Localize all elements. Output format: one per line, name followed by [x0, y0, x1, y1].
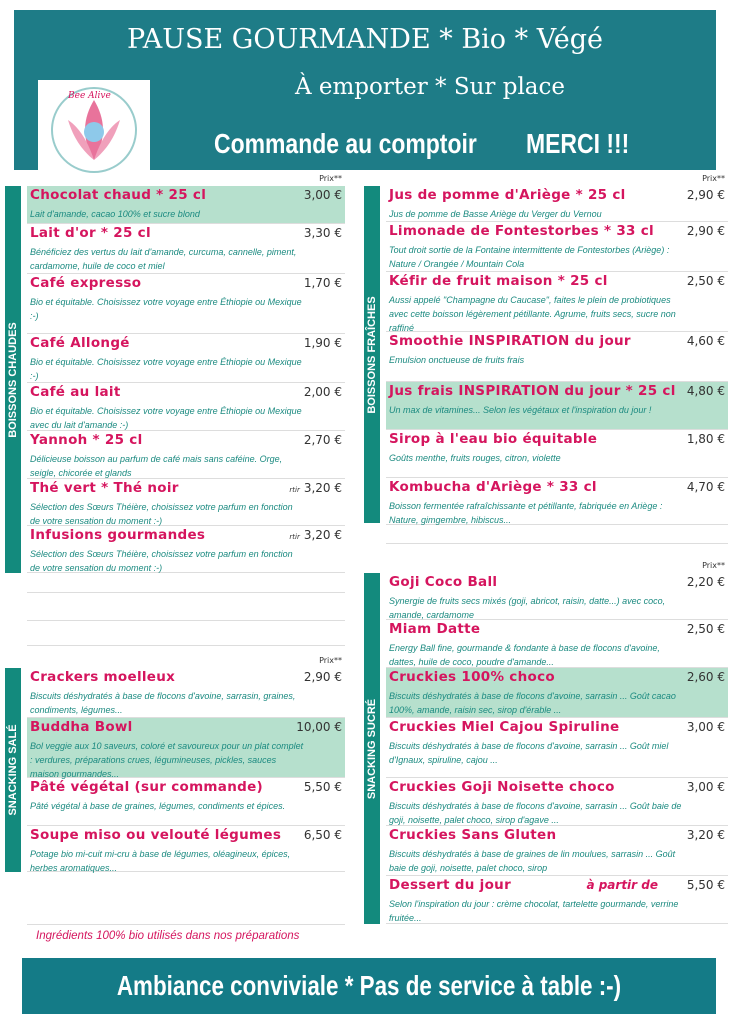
- menu-item: [27, 334, 345, 383]
- item-price: [296, 720, 342, 734]
- menu-item: [386, 272, 728, 332]
- price-value: 2,90 €: [686, 188, 725, 202]
- menu-item: [386, 876, 728, 924]
- item-title: Dessert du jour: [389, 877, 512, 893]
- menu-item: [386, 573, 728, 620]
- divider: [27, 924, 345, 925]
- item-title: Café au lait: [30, 384, 121, 400]
- item-title: Cruckies Goji Noisette choco: [389, 779, 615, 795]
- item-title: Sirop à l'eau bio équitable: [389, 431, 598, 447]
- page-title: PAUSE GOURMANDE * Bio * Végé: [127, 24, 603, 55]
- item-title: Miam Datte: [389, 621, 481, 637]
- menu-item: [27, 224, 345, 274]
- price-value: 2,00 €: [303, 385, 342, 399]
- menu-item: [27, 274, 345, 334]
- item-title: Cruckies Miel Cajou Spiruline: [389, 719, 620, 735]
- price-value: 3,30 €: [303, 226, 342, 240]
- price-value: 3,00 €: [303, 188, 342, 202]
- price-value: 2,70 €: [303, 433, 342, 447]
- section-label-bar: [364, 186, 380, 523]
- item-price: [304, 780, 342, 794]
- item-description: Boisson fermentée rafraîchissante et pétillante, fabriquée en Ariège : Nature, gimgembre, hibiscus...: [389, 501, 663, 525]
- menu-item: [27, 526, 345, 573]
- menu-item: [386, 620, 728, 668]
- item-unit: rtir: [289, 533, 300, 541]
- price-value: 1,70 €: [303, 276, 342, 290]
- menu-item: [386, 222, 728, 272]
- item-price: [687, 334, 725, 348]
- price-value: 5,50 €: [686, 878, 725, 892]
- price-value: 5,50 €: [303, 780, 342, 794]
- item-title: Goji Coco Ball: [389, 574, 498, 590]
- menu-item: [27, 826, 345, 872]
- menu-item: [27, 383, 345, 431]
- item-price: [687, 224, 725, 238]
- item-description: Biscuits déshydratés à base de flocons d'avoine, sarrasin ... Goût miel d'Ignaux, spiruline, cajou ...: [389, 741, 669, 765]
- menu-item: [27, 778, 345, 826]
- section-label-bar: [5, 186, 21, 573]
- item-price: [687, 878, 725, 892]
- section-label-bar: [364, 573, 380, 924]
- item-title: Kéfir de fruit maison * 25 cl: [389, 273, 608, 289]
- footer-text: Ambiance conviviale * Pas de service à table :-): [116, 970, 622, 1001]
- item-title: Cruckies 100% choco: [389, 669, 555, 685]
- item-description: Bio et équitable. Choisissez votre voyage entre Éthiopie ou Mexique avec du lait d'amande :-): [30, 406, 302, 430]
- item-description: Biscuits déshydratés à base de flocons d'avoine, sarrasin ... Goût cacao 100%, amande, raisin sec, sirop d'érable ...: [389, 691, 676, 715]
- menu-item: [386, 668, 728, 718]
- item-title: Lait d'or * 25 cl: [30, 225, 151, 241]
- price-header: Prix**: [702, 561, 725, 570]
- item-title: Jus de pomme d'Ariège * 25 cl: [389, 187, 626, 203]
- menu-item: [386, 778, 728, 826]
- menu-item: [27, 668, 345, 718]
- item-price-note: à partir de: [586, 878, 658, 892]
- item-title: Infusions gourmandes: [30, 527, 206, 543]
- item-title: Buddha Bowl: [30, 719, 133, 735]
- item-description: Pâté végétal à base de graines, légumes, condiments et épices.: [30, 801, 286, 811]
- item-description: Energy Ball fine, gourmande & fondante à base de flocons d'avoine, dattes, huile de coco, poudre d'amande...: [389, 643, 660, 667]
- divider: [27, 592, 345, 593]
- item-price: [687, 720, 725, 734]
- price-value: 6,50 €: [303, 828, 342, 842]
- item-price: [304, 385, 342, 399]
- order-note: Commande au comptoir MERCI !!!: [214, 128, 630, 159]
- svg-text:Bee Alive: Bee Alive: [68, 91, 111, 101]
- item-description: Goûts menthe, fruits rouges, citron, violette: [389, 453, 561, 463]
- logo: [38, 80, 150, 176]
- divider: [386, 543, 728, 544]
- price-value: 2,60 €: [686, 670, 725, 684]
- section-label: SNACKING SALÉ: [7, 724, 19, 816]
- item-description: Selon l'inspiration du jour : crème chocolat, tartelette gourmande, verrine fruitée...: [389, 899, 679, 923]
- item-title: Café Allongé: [30, 335, 130, 351]
- menu-item: [27, 431, 345, 479]
- price-header: Prix**: [319, 656, 342, 665]
- divider: [27, 645, 345, 646]
- menu-item: [386, 382, 728, 430]
- menu-item: [386, 826, 728, 876]
- price-header: Prix**: [702, 174, 725, 183]
- item-price: [304, 188, 342, 202]
- item-description: Jus de pomme de Basse Ariège du Verger du Vernou: [389, 209, 602, 219]
- price-value: 3,20 €: [303, 528, 342, 542]
- price-value: 2,20 €: [686, 575, 725, 589]
- item-price: [687, 188, 725, 202]
- divider: [27, 620, 345, 621]
- item-price: [304, 828, 342, 842]
- item-description: Biscuits déshydratés à base de graines de lin moulues, sarrasin ... Goût baie de goji, noisette, palet choco, sirop: [389, 849, 676, 873]
- price-value: 10,00 €: [296, 720, 342, 734]
- item-description: Potage bio mi-cuit mi-cru à base de légumes, oléagineux, épices, herbes aromatiques...: [30, 849, 291, 873]
- footnote: Ingrédients 100% bio utilisés dans nos préparations: [36, 930, 300, 942]
- item-description: Bol veggie aux 10 saveurs, coloré et savoureux pour un plat complet : verdures, préparations crues, légumineuses, pickles, sauces maison gourmandes...: [30, 741, 304, 779]
- item-price: [304, 670, 342, 684]
- item-title: Soupe miso ou velouté légumes: [30, 827, 282, 843]
- item-description: Bio et équitable. Choisissez votre voyage entre Éthiopie ou Mexique :-): [30, 357, 302, 381]
- item-price: [304, 336, 342, 350]
- item-description: Un max de vitamines... Selon les végétaux et l'inspiration du jour !: [389, 405, 652, 415]
- price-value: 4,80 €: [686, 384, 725, 398]
- price-value: 2,50 €: [686, 622, 725, 636]
- item-title: Smoothie INSPIRATION du jour: [389, 333, 631, 349]
- subtitle: À emporter * Sur place: [294, 74, 566, 100]
- section-label: BOISSONS FRAÎCHES: [366, 295, 378, 414]
- price-header: Prix**: [319, 174, 342, 183]
- section-label: SNACKING SUCRÉ: [366, 698, 378, 799]
- item-price: [687, 575, 725, 589]
- section-label-bar: [5, 668, 21, 872]
- item-description: Bio et équitable. Choisissez votre voyage entre Éthiopie ou Mexique :-): [30, 297, 302, 321]
- price-value: 1,80 €: [686, 432, 725, 446]
- price-value: 2,50 €: [686, 274, 725, 288]
- item-title: Jus frais INSPIRATION du jour * 25 cl: [389, 383, 676, 399]
- item-price: [304, 433, 342, 447]
- price-value: 4,60 €: [686, 334, 725, 348]
- item-description: Aussi appelé "Champagne du Caucase", faites le plein de probiotiques avec cette boisson légèrement pétillante. Agrume, fruits secs, sucre non raffiné: [389, 295, 676, 333]
- item-description: Biscuits déshydratés à base de flocons d'avoine, sarrasin ... Goût baie de goji, noisette, palet choco, sirop d'agave ...: [389, 801, 682, 825]
- item-title: Café expresso: [30, 275, 142, 291]
- item-price: [687, 480, 725, 494]
- item-price: [304, 276, 342, 290]
- price-value: 4,70 €: [686, 480, 725, 494]
- item-description: Lait d'amande, cacao 100% et sucre blond: [30, 209, 200, 219]
- header-banner: [14, 10, 716, 170]
- menu-item: [386, 186, 728, 222]
- item-description: Biscuits déshydratés à base de flocons d'avoine, sarrasin, graines, condiments, légumes...: [30, 691, 296, 715]
- menu-item: [386, 430, 728, 478]
- thanks: MERCI !!!: [525, 128, 630, 159]
- item-price: [687, 432, 725, 446]
- item-title: Crackers moelleux: [30, 669, 176, 685]
- menu-item: [386, 718, 728, 778]
- price-value: 2,90 €: [686, 224, 725, 238]
- item-description: Tout droit sortie de la Fontaine intermittente de Fontestorbes (Ariège) : Nature / Orangée / Mountain Cola: [389, 245, 670, 269]
- item-title: Kombucha d'Ariège * 33 cl: [389, 479, 597, 495]
- item-price: [687, 670, 725, 684]
- item-title: Thé vert * Thé noir: [30, 480, 179, 496]
- price-value: 2,90 €: [303, 670, 342, 684]
- item-price: [687, 274, 725, 288]
- menu-item: [27, 718, 345, 778]
- item-price: [687, 828, 725, 842]
- item-unit: rtir: [289, 486, 300, 494]
- item-price: [687, 780, 725, 794]
- item-description: Synergie de fruits secs mixés (goji, abricot, raisin, datte...) avec coco, amande, cardamome: [389, 596, 666, 620]
- item-title: Cruckies Sans Gluten: [389, 827, 557, 843]
- price-value: 3,20 €: [686, 828, 725, 842]
- item-description: Emulsion onctueuse de fruits frais: [389, 355, 525, 365]
- menu-item: [386, 332, 728, 382]
- price-value: 3,00 €: [686, 720, 725, 734]
- item-price: [687, 622, 725, 636]
- item-price: [289, 528, 342, 542]
- item-title: Chocolat chaud * 25 cl: [30, 187, 207, 203]
- footer-banner: [22, 958, 716, 1014]
- item-title: Yannoh * 25 cl: [30, 432, 143, 448]
- item-title: Pâté végétal (sur commande): [30, 779, 264, 795]
- section-label: BOISSONS CHAUDES: [7, 321, 19, 438]
- item-price: [687, 384, 725, 398]
- price-value: 3,20 €: [303, 481, 342, 495]
- item-description: Sélection des Sœurs Théière, choisissez votre parfum en fonction de votre sensation du moment :-): [30, 502, 293, 526]
- item-title: Limonade de Fontestorbes * 33 cl: [389, 223, 654, 239]
- menu-item: [27, 479, 345, 526]
- item-price: [289, 481, 342, 495]
- price-value: 1,90 €: [303, 336, 342, 350]
- item-description: Bénéficiez des vertus du lait d'amande, curcuma, cannelle, piment, cardamome, huile de coco et miel: [30, 247, 297, 271]
- menu-item: [27, 186, 345, 224]
- menu-item: [386, 478, 728, 525]
- item-description: Sélection des Sœurs Théière, choisissez votre parfum en fonction de votre sensation du moment :-): [30, 549, 293, 573]
- price-value: 3,00 €: [686, 780, 725, 794]
- item-price: [304, 226, 342, 240]
- item-description: Délicieuse boisson au parfum de café mais sans caféine. Orge, seigle, chicorée et glands: [30, 454, 283, 478]
